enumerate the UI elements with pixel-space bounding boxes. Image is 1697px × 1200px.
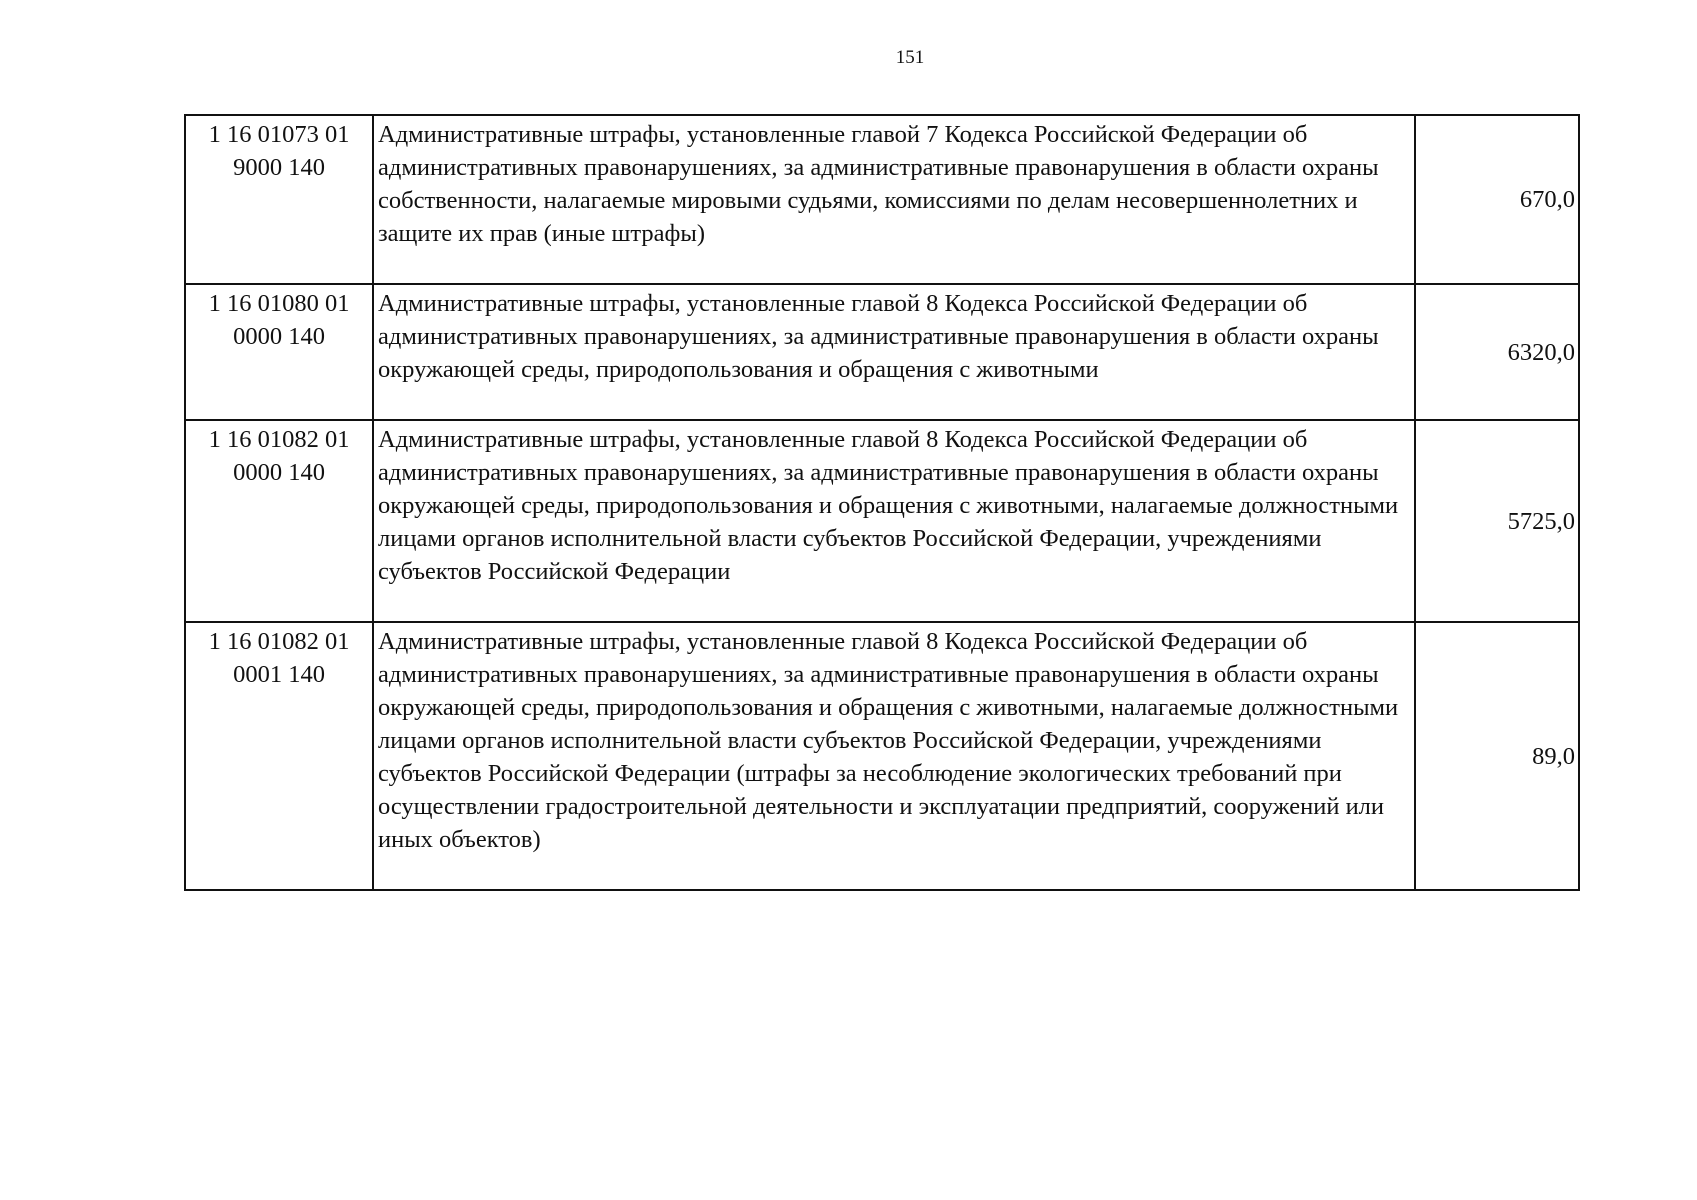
revenue-code-line: 0001 140 [233, 661, 325, 688]
revenue-code-line: 1 16 01080 01 [208, 290, 350, 317]
revenue-description-cell: Административные штрафы, установленные главой 8 Кодекса Российской Федерации об административных правонарушениях, за административные правонарушения в области охраны окружающей среды, природопользования и обращения с животными [373, 284, 1415, 420]
table-row [185, 622, 1579, 890]
revenue-description-cell: Административные штрафы, установленные главой 8 Кодекса Российской Федерации об административных правонарушениях, за административные правонарушения в области охраны окружающей среды, природопользования и обращения с животными, налагаемые должностными лицами органов исполнительной власти субъектов Российской Федерации, учреждениями субъектов Российской Федерации (штрафы за несоблюдение экологических требований при осуществлении градостроительной деятельности и эксплуатации предприятий, сооружений или иных объектов) [373, 622, 1415, 890]
revenue-code-cell [185, 115, 373, 284]
revenue-table [184, 114, 1580, 891]
revenue-code-line: 1 16 01073 01 [208, 121, 350, 148]
revenue-code-line: 0000 140 [233, 323, 325, 350]
revenue-code-cell [185, 284, 373, 420]
revenue-description-cell: Административные штрафы, установленные главой 8 Кодекса Российской Федерации об административных правонарушениях, за административные правонарушения в области охраны окружающей среды, природопользования и обращения с животными, налагаемые должностными лицами органов исполнительной власти субъектов Российской Федерации, учреждениями субъектов Российской Федерации [373, 420, 1415, 622]
revenue-code-cell [185, 622, 373, 890]
revenue-code-line: 1 16 01082 01 [208, 628, 350, 655]
revenue-amount-cell: 5725,0 [1415, 420, 1579, 622]
table-row [185, 284, 1579, 420]
revenue-amount-cell: 6320,0 [1415, 284, 1579, 420]
table-row [185, 420, 1579, 622]
table-row [185, 115, 1579, 284]
page-number: 151 [895, 47, 925, 68]
revenue-amount-cell: 670,0 [1415, 115, 1579, 284]
revenue-code-cell [185, 420, 373, 622]
revenue-code-line: 1 16 01082 01 [208, 426, 350, 453]
revenue-amount-cell: 89,0 [1415, 622, 1579, 890]
revenue-code-line: 9000 140 [233, 154, 325, 181]
revenue-code-line: 0000 140 [233, 459, 325, 486]
revenue-description-cell: Административные штрафы, установленные главой 7 Кодекса Российской Федерации об административных правонарушениях, за административные правонарушения в области охраны собственности, налагаемые мировыми судьями, комиссиями по делам несовершеннолетних и защите их прав (иные штрафы) [373, 115, 1415, 284]
